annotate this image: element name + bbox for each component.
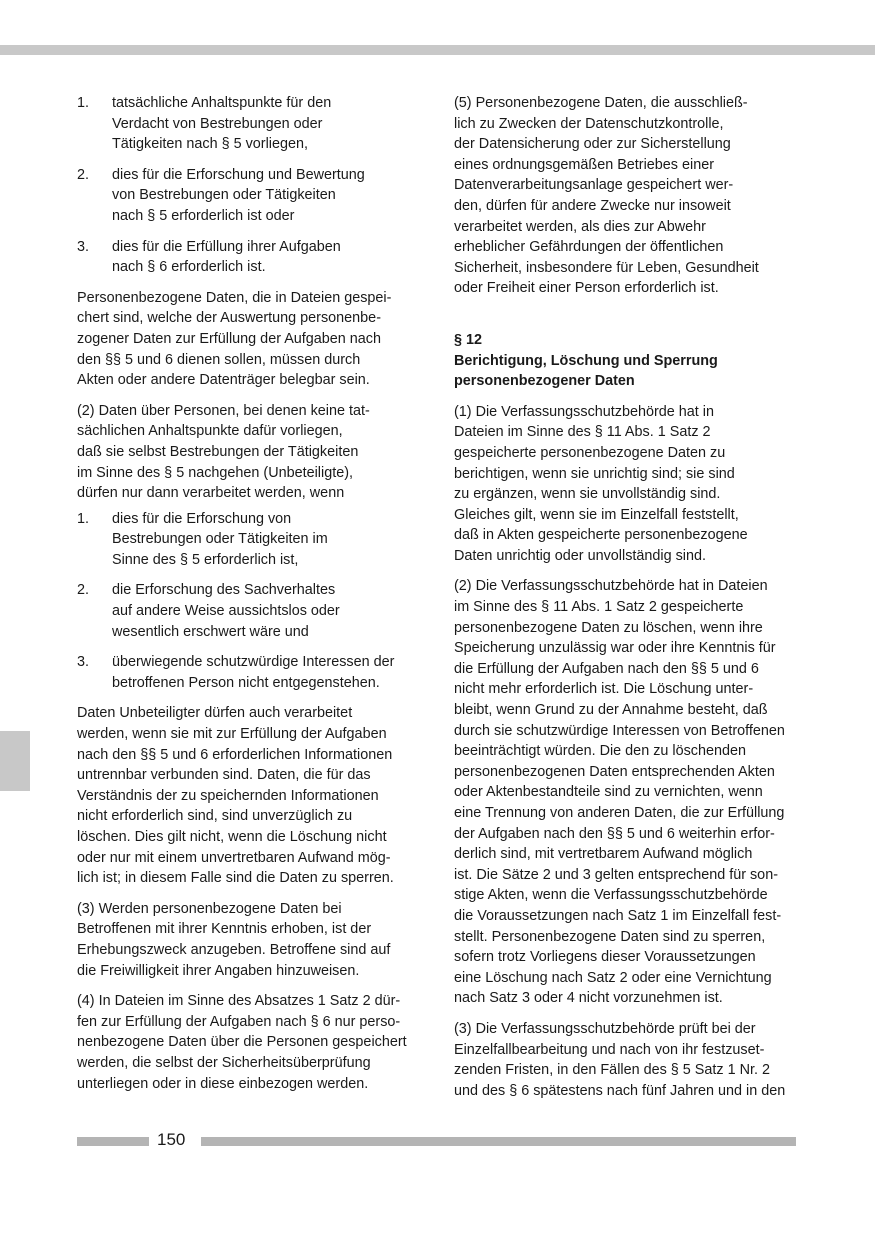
text-line: nicht mehr erforderlich ist. Die Löschung unter- <box>454 681 754 698</box>
text-line: tatsächliche Anhaltspunkte für den <box>112 95 332 111</box>
text-line: löschen. Dies gilt nicht, wenn die Löschung nicht <box>77 829 387 845</box>
list-number: 1. <box>77 95 90 111</box>
text-line: der Datensicherung oder zur Sicherstellung <box>454 136 731 153</box>
text-line: erheblicher Gefährdungen der öffentlichen <box>454 239 724 256</box>
list-item <box>77 652 422 693</box>
text-line: (2) Daten über Personen, bei denen keine tat- <box>77 402 370 419</box>
text-line: Sinne des § 5 erforderlich ist, <box>112 551 299 568</box>
text-line: eine Trennung von anderen Daten, die zur Erfüllung <box>454 805 785 821</box>
text-line: nenbezogene Daten über die Personen gespeichert <box>77 1034 407 1051</box>
text-line: Betroffenen mit ihrer Kenntnis erhoben, ist der <box>77 921 372 938</box>
text-line: beeinträchtigt würden. Die den zu löschenden <box>454 743 747 760</box>
footer-rule-left <box>77 1137 149 1146</box>
text-line: (4) In Dateien im Sinne des Absatzes 1 Satz 2 dür- <box>77 993 401 1010</box>
text-line: ist. Die Sätze 2 und 3 gelten entsprechend für son- <box>454 866 778 883</box>
text-line: und des § 6 spätestens nach fünf Jahren und in den <box>454 1082 786 1099</box>
text-line: unterliegen oder in diese einbezogen werden. <box>77 1075 369 1092</box>
list-item <box>77 165 422 227</box>
list-number: 3. <box>77 238 90 255</box>
text-line: im Sinne des § 5 nachgehen (Unbeteiligte), <box>77 464 353 481</box>
text-line: im Sinne des § 11 Abs. 1 Satz 2 gespeicherte <box>454 599 744 616</box>
text-line: wesentlich erschwert wäre und <box>112 623 309 640</box>
text-line: bleibt, wenn Grund zu der Annahme besteht, daß <box>454 702 768 719</box>
text-line: durch sie schutzwürdige Interessen von Betroffenen <box>454 722 785 739</box>
text-line: auf andere Weise aussichtslos oder <box>112 603 340 620</box>
text-line: zogener Daten zur Erfüllung der Aufgaben nach <box>77 330 382 347</box>
text-line: sächlichen Anhaltspunkte dafür vorliegen, <box>77 423 343 440</box>
section-title-line: Berichtigung, Löschung und Sperrung <box>454 352 718 369</box>
text-line: personenbezogene Daten zu löschen, wenn ihre <box>454 619 763 636</box>
text-line: nach den §§ 5 und 6 erforderlichen Informationen <box>77 746 393 763</box>
text-line: oder nur mit einem unvertretbaren Aufwand mög- <box>77 849 391 866</box>
text-line: Tätigkeiten nach § 5 vorliegen, <box>112 136 308 153</box>
text-line: nicht erforderlich sind, sind unverzüglich zu <box>77 808 353 825</box>
list-number: 2. <box>77 582 90 599</box>
text-line: Datenverarbeitungsanlage gespeichert wer- <box>454 177 734 194</box>
paragraph <box>77 703 422 888</box>
list-item <box>77 509 422 571</box>
paragraph <box>454 402 804 567</box>
text-line: (3) Werden personenbezogene Daten bei <box>77 900 342 917</box>
text-line: überwiegende schutzwürdige Interessen der <box>112 654 395 671</box>
text-line: dürfen nur dann verarbeitet werden, wenn <box>77 485 345 502</box>
text-line: eines ordnungsgemäßen Betriebes einer <box>454 156 714 173</box>
text-line: Verständnis der zu speichernden Informationen <box>77 787 379 804</box>
left-column <box>77 93 422 1104</box>
paragraph <box>77 991 422 1094</box>
text-line: oder Aktenbestandteile sind zu vernichten, wenn <box>454 784 763 801</box>
text-line: daß sie selbst Bestrebungen der Tätigkeiten <box>77 443 359 460</box>
text-line: gespeicherte personenbezogene Daten zu <box>454 444 726 461</box>
side-margin-tab <box>0 731 30 791</box>
text-line: den, dürfen für andere Zwecke nur insoweit <box>454 197 731 214</box>
paragraph <box>454 1019 804 1101</box>
text-line: lich ist; in diesem Falle sind die Daten zu sperren. <box>77 870 394 887</box>
text-line: Verdacht von Bestrebungen oder <box>112 115 323 132</box>
text-line: Daten unrichtig oder unvollständig sind. <box>454 547 706 564</box>
text-line: werden, wenn sie mit zur Erfüllung der Aufgaben <box>77 726 387 743</box>
text-line: untrennbar verbunden sind. Daten, die für das <box>77 767 371 784</box>
text-line: Bestrebungen oder Tätigkeiten im <box>112 531 328 548</box>
paragraph <box>77 899 422 981</box>
text-line: verarbeitet werden, als dies zur Abwehr <box>454 218 706 235</box>
text-line: nach § 5 erforderlich ist oder <box>112 207 295 224</box>
footer-rule-right <box>201 1137 796 1146</box>
text-line: berichtigen, wenn sie unrichtig sind; sie sind <box>454 465 735 482</box>
text-line: stellt. Personenbezogene Daten sind zu sperren, <box>454 928 766 945</box>
list-item <box>77 237 422 278</box>
text-line: (2) Die Verfassungsschutzbehörde hat in Dateien <box>454 578 768 595</box>
text-line: Personenbezogene Daten, die in Dateien gespei- <box>77 289 392 306</box>
paragraph <box>77 401 422 504</box>
paragraph <box>454 576 804 1008</box>
text-line: eine Löschung nach Satz 2 oder eine Vernichtung <box>454 969 772 986</box>
text-line: zu ergänzen, wenn sie unvollständig sind. <box>454 486 721 503</box>
text-line: dies für die Erforschung von <box>112 510 292 527</box>
right-column <box>454 93 804 1111</box>
text-line: oder Freiheit einer Person erforderlich ist. <box>454 280 719 297</box>
text-line: derlich sind, mit vertretbarem Aufwand möglich <box>454 846 753 863</box>
text-line: Daten Unbeteiligter dürfen auch verarbeitet <box>77 705 353 722</box>
text-line: (5) Personenbezogene Daten, die ausschließ- <box>454 95 748 111</box>
list-item <box>77 580 422 642</box>
header-rule <box>0 45 875 55</box>
text-line: Gleiches gilt, wenn sie im Einzelfall feststellt, <box>454 506 739 523</box>
section-title-line: personenbezogener Daten <box>454 373 635 390</box>
text-line: die Erfüllung der Aufgaben nach den §§ 5 und 6 <box>454 660 759 677</box>
text-line: von Bestrebungen oder Tätigkeiten <box>112 187 336 204</box>
text-line: werden, die selbst der Sicherheitsüberprüfung <box>77 1054 371 1071</box>
text-line: zenden Fristen, in den Fällen des § 5 Satz 1 Nr. 2 <box>454 1062 770 1079</box>
text-line: die Erforschung des Sachverhaltes <box>112 582 336 599</box>
text-line: daß in Akten gespeicherte personenbezogene <box>454 527 748 544</box>
text-line: den §§ 5 und 6 dienen sollen, müssen durch <box>77 351 361 368</box>
text-line: nach Satz 3 oder 4 nicht vorzunehmen ist. <box>454 990 723 1007</box>
text-line: nach § 6 erforderlich ist. <box>112 259 266 276</box>
text-line: betroffenen Person nicht entgegenstehen. <box>112 674 380 691</box>
text-line: sofern trotz Vorliegens dieser Voraussetzungen <box>454 949 756 966</box>
text-line: dies für die Erforschung und Bewertung <box>112 166 365 183</box>
text-line: Speicherung unzulässig war oder ihre Kenntnis für <box>454 640 776 657</box>
text-line: die Freiwilligkeit ihrer Angaben hinzuweisen. <box>77 962 360 979</box>
text-line: Erhebungszweck anzugeben. Betroffene sind auf <box>77 941 391 958</box>
text-line: (1) Die Verfassungsschutzbehörde hat in <box>454 403 714 420</box>
text-line: Akten oder andere Datenträger belegbar sein. <box>77 372 370 389</box>
list-number: 3. <box>77 654 90 671</box>
list-number: 2. <box>77 166 90 183</box>
text-line: Einzelfallbearbeitung und nach von ihr festzuset- <box>454 1041 765 1058</box>
text-line: lich zu Zwecken der Datenschutzkontrolle, <box>454 115 724 132</box>
text-line: dies für die Erfüllung ihrer Aufgaben <box>112 238 341 255</box>
list-item <box>77 93 422 155</box>
text-line: stige Akten, wenn die Verfassungsschutzbehörde <box>454 887 768 904</box>
text-line: Dateien im Sinne des § 11 Abs. 1 Satz 2 <box>454 424 711 441</box>
paragraph <box>77 288 422 391</box>
section-number: § 12 <box>454 331 483 348</box>
text-line: der Aufgaben nach den §§ 5 und 6 weiterhin erfor- <box>454 825 775 842</box>
paragraph <box>454 93 804 299</box>
text-line: (3) Die Verfassungsschutzbehörde prüft bei der <box>454 1020 756 1037</box>
page-number: 150 <box>157 1130 186 1149</box>
text-line: chert sind, welche der Auswertung personenbe- <box>77 310 381 327</box>
list-number: 1. <box>77 510 90 527</box>
text-line: personenbezogenen Daten entsprechenden Akten <box>454 763 775 780</box>
section-heading <box>454 330 804 392</box>
numbered-list-1 <box>77 93 422 278</box>
text-line: Sicherheit, insbesondere für Leben, Gesundheit <box>454 259 759 276</box>
text-line: fen zur Erfüllung der Aufgaben nach § 6 nur perso- <box>77 1013 401 1030</box>
text-line: die Voraussetzungen nach Satz 1 im Einzelfall fest- <box>454 907 782 924</box>
numbered-list-2 <box>77 509 422 694</box>
